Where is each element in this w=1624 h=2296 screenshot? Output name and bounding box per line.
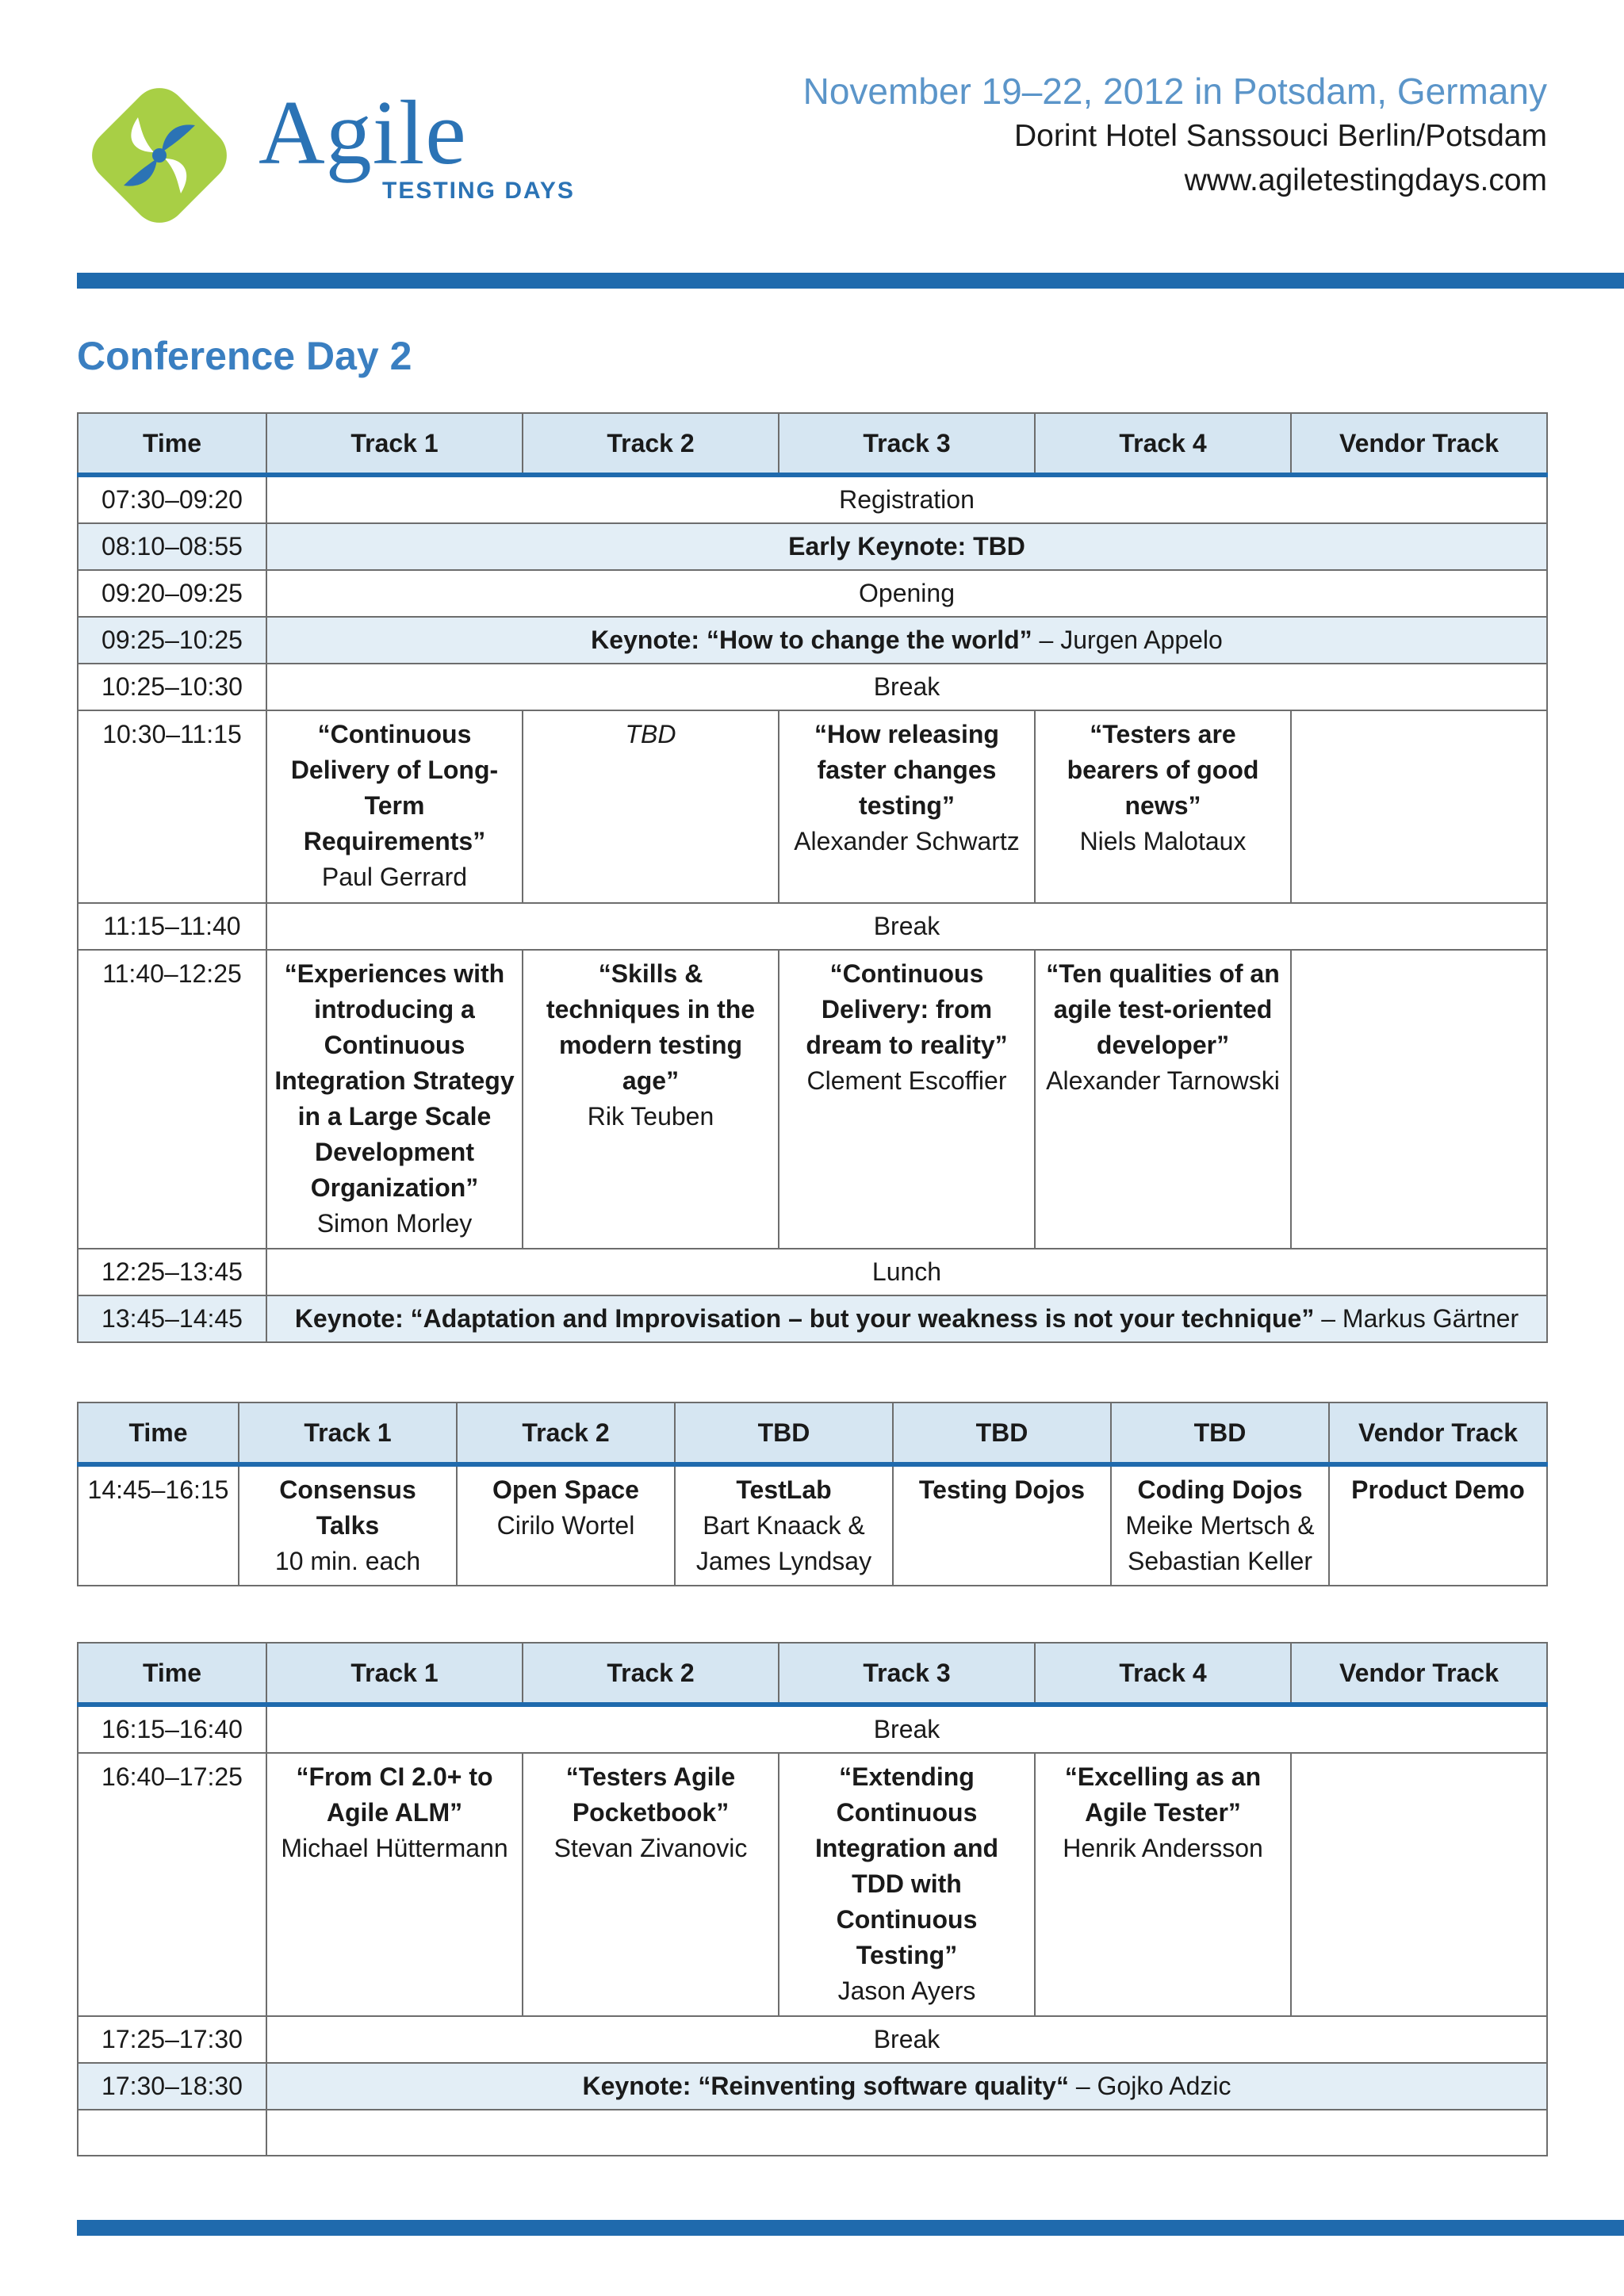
column-header: Track 1 [239,1402,457,1464]
session-title: “Ten qualities of an agile test-oriented developer” [1046,959,1280,1059]
column-header: Vendor Track [1291,1643,1547,1705]
time-cell: 16:15–16:40 [78,1705,266,1753]
vendor-cell [1291,1753,1547,2016]
column-header: Time [78,1643,266,1705]
time-cell: 07:30–09:20 [78,475,266,523]
schedule-table-evening [77,1642,1548,2156]
workshop-title: TestLab [736,1475,832,1504]
session-speaker: Paul Gerrard [321,863,468,891]
table-row [78,475,1547,523]
workshop-cell [1329,1464,1547,1586]
workshop-title: Product Demo [1351,1475,1525,1504]
column-header: TBD [893,1402,1111,1464]
session-cell [523,1753,779,2016]
table-row [78,903,1547,950]
time-cell [78,2110,266,2156]
column-header: Track 4 [1035,413,1291,475]
table-header-row [78,1402,1547,1464]
session-cell [266,710,523,903]
session-speaker: Clement Escoffier [806,1066,1007,1095]
time-cell: 09:20–09:25 [78,570,266,617]
table-row [78,1753,1547,2016]
table-row [78,523,1547,570]
keynote-title: Keynote: “Adaptation and Improvisation – but your weakness is not your technique” [294,1304,1315,1333]
workshop-title: Testing Dojos [918,1475,1086,1504]
table-row [78,950,1547,1249]
time-cell: 08:10–08:55 [78,523,266,570]
session-tbd: TBD [625,720,676,748]
event-website-link[interactable]: www.agiletestingdays.com [1184,163,1547,197]
keynote-title: Keynote: “Reinventing software quality“ [582,2072,1069,2100]
workshop-detail: Bart Knaack & James Lyndsay [695,1511,872,1575]
session-speaker: Stevan Zivanovic [553,1834,748,1862]
session-title: “Skills & techniques in the modern testing age” [546,959,756,1095]
column-header: Track 2 [457,1402,675,1464]
workshop-cell [457,1464,675,1586]
session-title: “Extending Continuous Integration and TDD with Continuous Testing” [814,1762,999,1969]
workshop-detail: Cirilo Wortel [496,1511,635,1540]
table-header-row [78,1643,1547,1705]
session-title: “From CI 2.0+ to Agile ALM” [296,1762,493,1827]
column-header: Track 3 [779,413,1035,475]
table-row [78,1464,1547,1586]
plenary-cell: Opening [266,570,1547,617]
keynote-title: Keynote: “How to change the world” [591,626,1032,654]
time-cell: 14:45–16:15 [78,1464,239,1586]
workshop-cell [1111,1464,1329,1586]
keynote-cell [266,2063,1547,2110]
time-cell: 13:45–14:45 [78,1295,266,1342]
session-speaker: Jason Ayers [837,1976,976,2005]
column-header: Track 3 [779,1643,1035,1705]
time-cell: 10:30–11:15 [78,710,266,903]
table-row [78,2063,1547,2110]
plenary-cell: Lunch [266,1249,1547,1295]
table-row [78,2110,1547,2156]
event-date: November 19–22, 2012 in Potsdam, Germany [802,71,1547,112]
session-title: “Continuous Delivery of Long-Term Requirements” [290,720,499,855]
workshop-title: Consensus Talks [279,1475,416,1540]
workshop-cell [675,1464,893,1586]
keynote-speaker: – Gojko Adzic [1068,2072,1231,2100]
time-cell: 11:15–11:40 [78,903,266,950]
table-row [78,664,1547,710]
workshop-cell [239,1464,457,1586]
time-cell: 12:25–13:45 [78,1249,266,1295]
column-header: TBD [1111,1402,1329,1464]
table-row [78,710,1547,903]
page-title: Conference Day 2 [77,334,412,378]
session-title: “How releasing faster changes testing” [814,720,999,820]
time-cell: 16:40–17:25 [78,1753,266,2016]
session-title: “Testers are bearers of good news” [1067,720,1259,820]
table-row [78,1249,1547,1295]
column-header: Track 1 [266,413,523,475]
time-cell: 17:30–18:30 [78,2063,266,2110]
session-speaker: Alexander Schwartz [794,827,1020,855]
session-title: “Excelling as an Agile Tester” [1064,1762,1262,1827]
header-rule [77,273,1624,289]
column-header: Track 4 [1035,1643,1291,1705]
event-venue: Dorint Hotel Sanssouci Berlin/Potsdam [1014,119,1547,153]
keynote-cell [266,617,1547,664]
time-cell: 11:40–12:25 [78,950,266,1249]
column-header: Track 2 [523,1643,779,1705]
session-cell [266,950,523,1249]
table-row [78,1295,1547,1342]
time-cell: 10:25–10:30 [78,664,266,710]
session-speaker: Simon Morley [316,1209,473,1238]
column-header: Track 2 [523,413,779,475]
session-cell [779,710,1035,903]
plenary-cell: Break [266,664,1547,710]
keynote-speaker: – Markus Gärtner [1314,1304,1519,1333]
session-title: “Experiences with introducing a Continuous Integration Strategy in a Large Scale Development Organization” [274,959,515,1202]
vendor-cell [1291,950,1547,1249]
table-row [78,1705,1547,1753]
plenary-cell: Break [266,2016,1547,2063]
session-cell [266,1753,523,2016]
session-cell [1035,1753,1291,2016]
table-row [78,570,1547,617]
session-speaker: Alexander Tarnowski [1046,1066,1280,1095]
workshop-detail: 10 min. each [274,1547,421,1575]
workshop-title: Coding Dojos [1137,1475,1303,1504]
brand-name: Agile [259,82,467,184]
table-row [78,2016,1547,2063]
session-cell [779,1753,1035,2016]
session-speaker: Rik Teuben [587,1102,714,1131]
time-cell: 09:25–10:25 [78,617,266,664]
column-header: Vendor Track [1291,413,1547,475]
workshop-title: Open Space [492,1475,639,1504]
schedule-table-afternoon-workshops [77,1402,1548,1586]
agile-testing-days-logo [76,76,243,235]
column-header: Time [78,1402,239,1464]
plenary-cell [266,2110,1547,2156]
table-row [78,617,1547,664]
workshop-detail: Meike Mertsch & Sebastian Keller [1125,1511,1315,1575]
session-title: “Testers Agile Pocketbook” [565,1762,736,1827]
session-cell [1035,710,1291,903]
session-cell [779,950,1035,1249]
plenary-cell: Registration [266,475,1547,523]
session-speaker: Henrik Andersson [1063,1834,1263,1862]
column-header: Vendor Track [1329,1402,1547,1464]
footer-rule [77,2220,1624,2236]
session-title: “Continuous Delivery: from dream to reality” [806,959,1008,1059]
brand-subtitle: TESTING DAYS [382,178,575,204]
plenary-cell: Break [266,903,1547,950]
keynote-cell [266,1295,1547,1342]
table-header-row [78,413,1547,475]
vendor-cell [1291,710,1547,903]
session-cell [523,950,779,1249]
time-cell: 17:25–17:30 [78,2016,266,2063]
column-header: Time [78,413,266,475]
keynote-speaker: – Jurgen Appelo [1032,626,1223,654]
keynote-cell: Early Keynote: TBD [266,523,1547,570]
column-header: TBD [675,1402,893,1464]
column-header: Track 1 [266,1643,523,1705]
session-cell [523,710,779,903]
session-speaker: Michael Hüttermann [281,1834,508,1862]
session-cell [1035,950,1291,1249]
schedule-table-morning [77,412,1548,1343]
workshop-cell [893,1464,1111,1586]
plenary-cell: Break [266,1705,1547,1753]
session-speaker: Niels Malotaux [1079,827,1247,855]
